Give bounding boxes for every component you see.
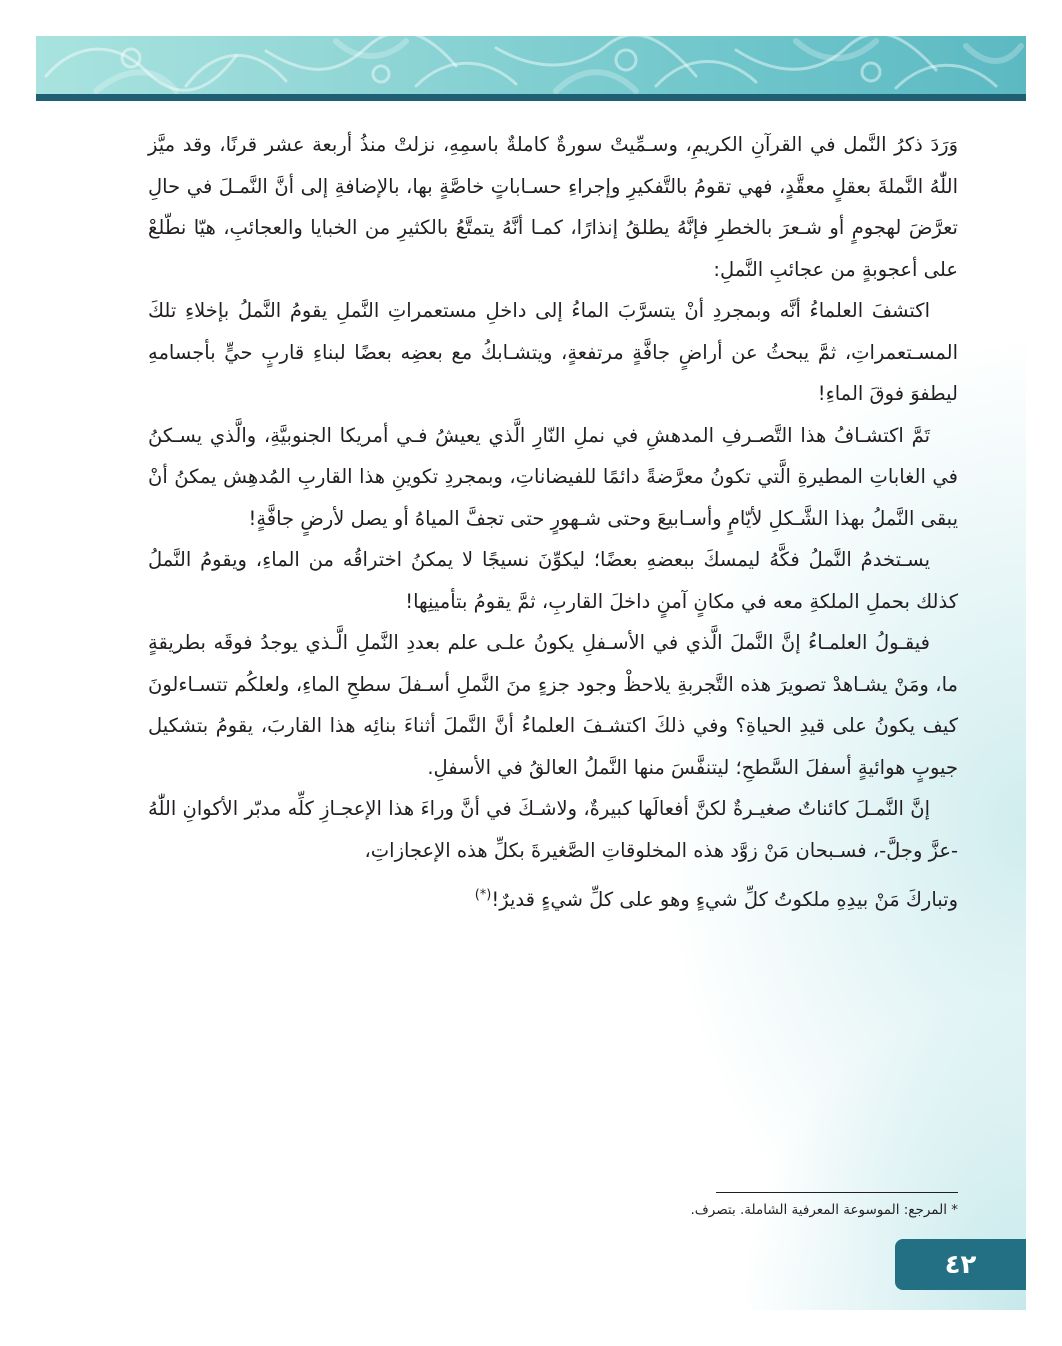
closing-line (148, 879, 958, 921)
arabic-calligraphy-pattern-icon (36, 36, 1026, 94)
paragraph-air-pockets: فيقـولُ العلمـاءُ إنَّ النَّملَ الَّذي في الأسـفلِ يكونُ علـى علم بعددِ النَّملِ الَّـذي يوجدُ فوقَه بطريقةٍ ما، ومَنْ يشـاهدْ تصويرَ هذه التَّجربةِ يلاحظْ وجود جزءٍ منَ النَّملِ أسـفلَ سطحِ الماءِ، ولعلكُم تتسـاءلونَ كيف يكونُ على قيدِ الحياةِ؟ وفي ذلكَ اكتشـفَ العلماءُ أنَّ النَّملَ أثناءَ بنائِه هذا القاربَ، يقومُ بتشكيل جيوبٍ هوائيةٍ أسفلَ السَّطحِ؛ ليتنفَّسَ منها النَّملُ العالقُ في الأسفلِ. (148, 631, 958, 779)
footnote-divider (716, 1192, 958, 1193)
page-number-tab (895, 1239, 1026, 1290)
page-number: ٤٢ (944, 1249, 977, 1280)
article-body (148, 124, 958, 921)
footnote: * المرجع: الموسوعة المعرفية الشاملة. بتصرف. (690, 1202, 958, 1218)
header-rule (36, 94, 1026, 101)
paragraph-discovery: اكتشفَ العلماءُ أنَّه وبمجردِ أنْ يتسرَّبَ الماءُ إلى داخلِ مستعمراتِ النَّملِ يقومُ النَّملُ بإخلاءِ تلكَ المسـتعمراتِ، ثمَّ يبحثُ عن أراضٍ جافَّةٍ مرتفعةٍ، ويتشـابكُ مع بعضِه بعضًا لبناءِ قاربٍ حيٍّ بأجسامهِ ليطفوَ فوقَ الماءِ! (148, 299, 958, 405)
header-ornament-band (36, 36, 1026, 94)
paragraph-jaws: يسـتخدمُ النَّملُ فكَّهُ ليمسكَ ببعضهِ بعضًا؛ ليكوِّنَ نسيجًا لا يمكنُ اختراقُه من الماءِ، ويقومُ النَّملُ كذلك بحملِ الملكةِ معه في مكانٍ آمنٍ داخلَ القاربِ، ثمَّ يقومُ بتأمينِها! (148, 548, 958, 613)
paragraph-intro: وَرَدَ ذكرُ النَّمل في القرآنِ الكريمِ، وسـمِّيتْ سورةٌ كاملةٌ باسمِهِ، نزلتْ منذُ أربعة عشر قرنًا، وقد ميَّز اللّٰهُ النَّملةَ بعقلٍ معقَّدٍ، فهي تقومُ بالتَّفكيرِ وإجراءِ حسـاباتٍ خاصَّةٍ بها، بالإضافةِ إلى أنَّ النَّمـلَ في حالِ تعرَّضَ لهجومٍ أو شـعرَ بالخطرِ فإنَّهُ يطلقُ إنذارًا، كمـا أنَّهُ يتمتَّعُ بالكثيرِ من الخبايا والعجائبِ، هيّا نطّلعْ على أعجوبةٍ من عجائبِ النَّملِ: (148, 133, 958, 281)
closing-line-text: وتباركَ مَنْ بيدِهِ ملكوتُ كلِّ شيءٍ وهو على كلِّ شيءٍ قديرٌ! (491, 888, 958, 911)
footnote-reference: (*) (474, 887, 492, 903)
paragraph-conclusion: إنَّ النَّمـلَ كائناتٌ صغيـرةٌ لكنَّ أفعالَها كبيرةٌ، ولاشـكَ في أنَّ وراءَ هذا الإعجـازِ كلِّه مدبّر الأكوانِ اللّٰهُ -عزَّ وجلَّ-، فسـبحان مَنْ زوَّد هذه المخلوقاتِ الصَّغيرةَ بكلِّ هذه الإعجازاتِ، (148, 797, 958, 862)
paragraph-fire-ants: تَمَّ اكتشـافُ هذا التَّصـرفِ المدهشِ في نملِ النّارِ الَّذي يعيشُ فـي أمريكا الجنوبيَّةِ، والَّذي يسـكنُ في الغاباتِ المطيرةِ الَّتي تكونُ معرَّضةً دائمًا للفيضاناتِ، وبمجردِ تكوينِ هذا القاربِ المُدهِش يمكنُ أنْ يبقى النَّملُ بهذا الشَّـكلِ لأيّامٍ وأسـابيعَ وحتى شـهورٍ حتى تجفَّ المياهُ أو يصل لأرضٍ جافَّةٍ! (148, 423, 958, 530)
